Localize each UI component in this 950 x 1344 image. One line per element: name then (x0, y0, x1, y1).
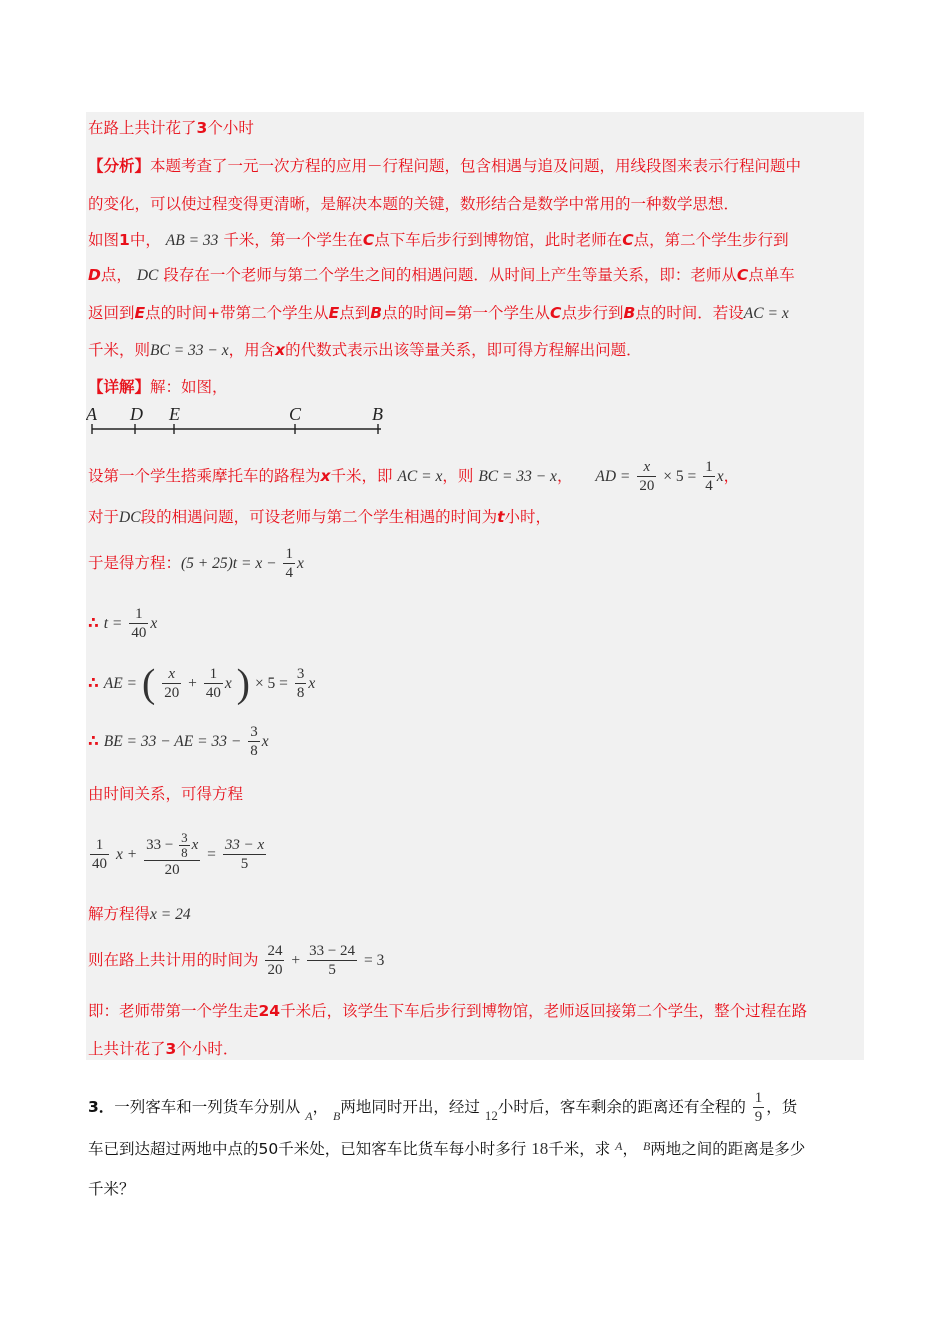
analysis-line-3: 如图1中， AB = 33 千米，第一个学生在C点下车后步行到博物馆，此时老师在C点，第二个学生步行到 (88, 231, 789, 249)
analysis-line-4: D点， DC 段存在一个老师与第二个学生之间的相遇问题．从时间上产生等量关系，即：老师从C点单车 (88, 266, 795, 284)
segment-diagram (86, 402, 386, 438)
conclusion-line-2: 上共计花了3个小时． (88, 1040, 239, 1058)
conclusion-line-1: 即：老师带第一个学生走24千米后，该学生下车后步行到博物馆，老师返回接第二个学生，整个过程在路 (88, 1002, 808, 1020)
step-2: 对于DC段的相遇问题，可设老师与第二个学生相遇的时间为t小时， (88, 508, 552, 526)
analysis-line-6: 千米，则BC = 33 − x，用含x的代数式表示出该等量关系，即可得方程解出问题． (88, 341, 642, 359)
therefore-symbol: ∴ (88, 674, 99, 692)
fraction: $\frac{1}{40}$ (131, 606, 147, 641)
analysis-line-5: 返回到E点的时间+带第二个学生从E点到B点的时间=第一个学生从C点步行到B点的时间．若设AC = x (88, 304, 789, 322)
diagram-label-c: C (289, 404, 302, 424)
fraction: $\frac{24}{20}$ (267, 943, 283, 978)
main-equation: $\frac{1}{40}$ x + 33 − $\frac{3}{8}$ x 20 = $\frac{33 - x}{5}$ (92, 829, 265, 878)
therefore-symbol: ∴ (88, 732, 99, 750)
step-1: 设第一个学生搭乘摩托车的路程为x千米，即 AC = x，则 BC = 33 − x， AD = $\frac{x}{20}$ × 5 = $\frac{1}{4}$ x， (88, 459, 740, 494)
step-3: 于是得方程：(5 + 25)t = x − $\frac{1}{4}$ x (88, 546, 304, 581)
step-4: ∴ t = $\frac{1}{40}$ x (88, 606, 158, 641)
solution-line-1: 在路上共计花了3个小时 (88, 119, 254, 137)
fraction: $\frac{3}{8}$ (296, 666, 305, 701)
fraction: $\frac{1}{4}$ (705, 459, 713, 494)
fraction: $\frac{1}{4}$ (285, 546, 293, 581)
analysis-tag: 【分析】 (88, 157, 151, 175)
diagram-label-b: B (372, 404, 383, 424)
fraction: $\frac{33 - x}{5}$ (224, 837, 265, 872)
fraction: $\frac{x}{20}$ (639, 459, 655, 494)
fraction: 33 − $\frac{3}{8}$ x 20 (146, 829, 199, 878)
diagram-label-e: E (169, 404, 180, 424)
question-line-2: 车已到达超过两地中点的50千米处，已知客车比货车每小时多行 18千米，求 $^A$， $^B$两地之间的距离是多少 (88, 1139, 806, 1158)
solution-box (86, 112, 864, 1060)
diagram-label-d: D (130, 404, 143, 424)
question-number: 3． (88, 1098, 115, 1116)
question-line-3: 千米？ (88, 1180, 135, 1198)
fraction: $\frac{1}{9}$ (754, 1090, 763, 1125)
fraction: $\frac{1}{40}$ (205, 666, 221, 701)
fraction: $\frac{1}{40}$ (92, 837, 107, 872)
step-8: 解方程得x = 24 (88, 905, 191, 923)
analysis-line-1: 【分析】本题考查了一元一次方程的应用－行程问题，包含相遇与追及问题，用线段图来表示行程问题中 (88, 157, 802, 175)
detail-tag: 【详解】 (88, 378, 151, 396)
detail-line: 【详解】解：如图， (88, 378, 228, 396)
fraction: $\frac{33 - 24}{5}$ (309, 943, 356, 978)
fraction: $\frac{3}{8}$ (250, 724, 258, 759)
step-9: 则在路上共计用的时间为 $\frac{24}{20}$ + $\frac{33 - 24}{5}$ = 3 (88, 943, 385, 978)
fraction: $\frac{x}{20}$ (164, 666, 180, 701)
step-6: ∴ BE = 33 − AE = 33 − $\frac{3}{8}$ x (88, 724, 269, 759)
question-line-1: 3．一列客车和一列货车分别从 $_A$， $_B$两地同时开出，经过 $_{12}$小时后，客车剩余的距离还有全程的 $\frac{1}{9}$ ，货 (88, 1090, 798, 1125)
therefore-symbol: ∴ (88, 614, 99, 632)
diagram-label-a: A (86, 404, 97, 424)
analysis-line-2: 的变化，可以使过程变得更清晰，是解决本题的关键，数形结合是数学中常用的一种数学思想． (88, 195, 740, 213)
step-7: 由时间关系，可得方程 (88, 785, 244, 803)
step-5: ∴ AE = ( $\frac{x}{20}$ + $\frac{1}{40}$ x ) × 5 = $\frac{3}{8}$ x (88, 660, 316, 706)
